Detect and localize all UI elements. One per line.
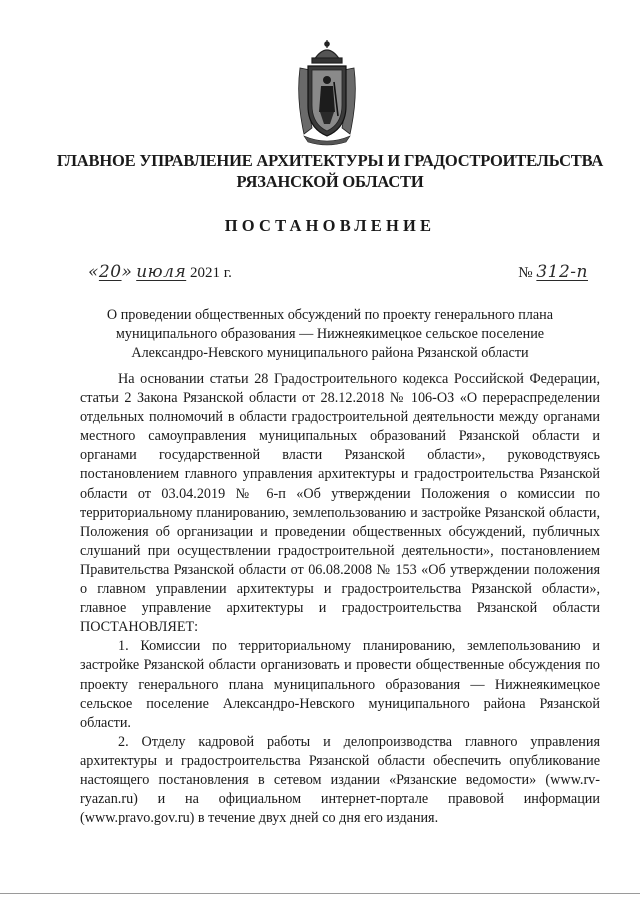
date-day: 20 <box>98 262 122 282</box>
document-date <box>88 262 232 282</box>
org-title-line-2: РЯЗАНСКОЙ ОБЛАСТИ <box>236 172 424 191</box>
page-bottom-edge <box>0 893 640 894</box>
document-number <box>518 262 588 282</box>
document-body <box>80 370 600 828</box>
document-subject <box>70 306 590 363</box>
document-type: ПОСТАНОВЛЕНИЕ <box>224 216 436 235</box>
date-close-quote: » <box>121 262 133 282</box>
subject-line-1: О проведении общественных обсуждений по проекту генерального плана <box>106 307 554 323</box>
org-title-line-1: ГЛАВНОЕ УПРАВЛЕНИЕ АРХИТЕКТУРЫ И ГРАДОСТРОИТЕЛЬСТВА <box>56 151 604 170</box>
body-intro-paragraph: На основании статьи 28 Градостроительного кодекса Российской Федерации, статьи 2 Закона Рязанской области от 28.12.2018 № 106-ОЗ «О перераспределении отдельных полномочий в области градостроительной деятельности между органами местного самоуправления муниципальных образований Рязанской области и органами государственной власти Рязанской области», руководствуясь постановлением главного управления архитектуры и градостроительства Рязанской области от 03.04.2019 № 6-п «Об утверждении Положения о комиссии по территориальному планированию, землепользованию и застройке Рязанской области, Положения об организации и проведении общественных обсуждений, публичных слушаний при осуществлении градостроительной деятельности», постановлением Правительства Рязанской области от 06.08.2008 № 153 «Об утверждении положения о главном управлении архитектуры и градостроительства Рязанской области», главное управление архитектуры и градостроительства Рязанской области ПОСТАНОВЛЯЕТ: <box>80 371 600 636</box>
date-year: 2021 г. <box>189 265 232 281</box>
date-month: июля <box>136 262 187 282</box>
subject-line-3: Александро-Невского муниципального района Рязанской области <box>131 345 529 361</box>
number-value: 312-п <box>536 262 588 282</box>
date-open-quote: « <box>88 262 99 282</box>
body-item-1: 1. Комиссии по территориальному планированию, землепользованию и застройке Рязанской области организовать и провести общественные обсуждения по проекту генерального плана муниципального образования — Нижнеякимецкое сельское поселение Александро-Невского муниципального района Рязанской области. <box>80 638 600 731</box>
body-item-2: 2. Отделу кадровой работы и делопроизводства главного управления архитектуры и градостроительства Рязанской области обеспечить опубликование настоящего постановления в сетевом издании «Рязанские ведомости» (www.rv-ryazan.ru) и на официальном интернет-портале правовой информации (www.pravo.gov.ru) в течение двух дней со дня его издания. <box>80 733 600 827</box>
coat-of-arms-icon <box>294 38 360 146</box>
subject-line-2: муниципального образования — Нижнеякимецкое сельское поселение <box>115 326 545 342</box>
number-label: № <box>518 265 533 281</box>
date-number-line <box>88 256 588 288</box>
organization-title <box>40 150 620 192</box>
